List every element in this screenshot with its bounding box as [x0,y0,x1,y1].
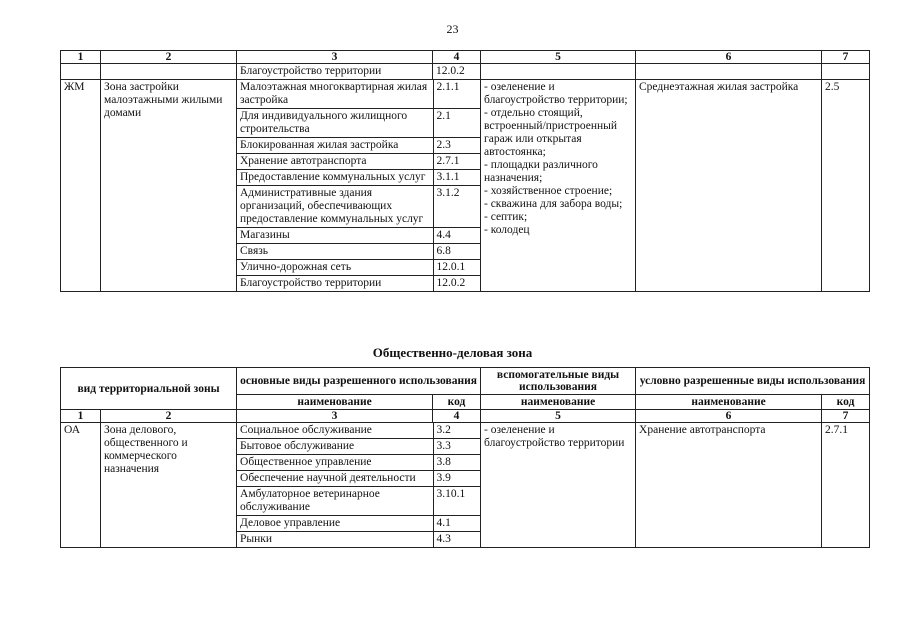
subheader-code: код [433,395,481,410]
header-zone-type: вид территориальной зоны [61,368,237,410]
col-num-6: 6 [636,410,822,423]
zone-name: Зона застройки малоэтажными жилыми домами [101,80,237,292]
use-name: Для индивидуального жилищного строительства [237,109,433,138]
table-row [61,64,870,80]
use-name: Благоустройство территории [237,64,433,80]
header-conditional: условно разрешенные виды использования [636,368,870,395]
column-numbers-row [61,51,870,64]
col-num-2: 2 [101,410,237,423]
zone-name: Зона делового, общественного и коммерческого назначения [101,423,237,548]
use-name: Благоустройство территории [237,276,433,292]
use-code: 2.7.1 [433,154,481,170]
main-uses-cell [237,423,481,548]
use-name: Связь [237,244,433,260]
use-code: 3.9 [433,471,481,487]
header-row [61,368,870,395]
list-item [237,516,481,532]
business-zone-table [60,367,870,548]
use-name: Обеспечение научной деятельности [237,471,433,487]
conditional-use-code: 2.5 [822,80,870,292]
page-number: 23 [446,22,459,36]
use-code: 12.0.2 [433,276,481,292]
use-code: 6.8 [433,244,481,260]
list-item [237,80,481,109]
list-item [237,228,481,244]
col-num-3: 3 [237,410,433,423]
col-num-7: 7 [822,51,870,64]
list-item [237,109,481,138]
residential-zone-table [60,50,870,292]
list-item [237,154,481,170]
header-main-uses: основные виды разрешенного использования [237,368,481,395]
list-item [237,439,481,455]
use-name: Хранение автотранспорта [237,154,433,170]
main-uses-list [237,80,481,291]
use-code: 2.1 [433,109,481,138]
use-code: 12.0.2 [433,64,481,80]
column-numbers-row [61,410,870,423]
col-num-7: 7 [822,410,870,423]
list-item [237,532,481,548]
subheader-name: наименование [636,395,822,410]
col-num-5: 5 [481,51,636,64]
zone-row [61,80,870,292]
use-code: 4.4 [433,228,481,244]
list-item [237,487,481,516]
use-code: 2.1.1 [433,80,481,109]
use-name: Административные здания организаций, обеспечивающих предоставление коммунальных услуг [237,186,433,228]
auxiliary-uses: - озеленение и благоустройство территории; - отдельно стоящий, встроенный/пристроенный гараж или открытая автостоянка; - площадки различного назначения; - хозяйственное строение; - скважина для забора воды; - септик; - колодец [481,80,636,292]
conditional-use-name: Среднеэтажная жилая застройка [636,80,822,292]
empty-cell [61,64,101,80]
use-code: 3.3 [433,439,481,455]
empty-cell [636,64,822,80]
use-name: Рынки [237,532,433,548]
use-code: 3.10.1 [433,487,481,516]
list-item [237,186,481,228]
use-code: 2.3 [433,138,481,154]
auxiliary-uses: - озеленение и благоустройство территории [481,423,636,548]
empty-cell [822,64,870,80]
subheader-name: наименование [237,395,433,410]
use-code: 3.1.2 [433,186,481,228]
use-name: Предоставление коммунальных услуг [237,170,433,186]
use-code: 3.1.1 [433,170,481,186]
list-item [237,260,481,276]
list-item [237,244,481,260]
empty-cell [481,64,636,80]
use-code: 3.8 [433,455,481,471]
use-name: Бытовое обслуживание [237,439,433,455]
zone-row [61,423,870,548]
use-name: Социальное обслуживание [237,423,433,439]
list-item [237,455,481,471]
use-name: Улично-дорожная сеть [237,260,433,276]
col-num-5: 5 [481,410,636,423]
col-num-6: 6 [636,51,822,64]
subheader-name: наименование [481,395,636,410]
use-name: Блокированная жилая застройка [237,138,433,154]
col-num-2: 2 [101,51,237,64]
list-item [237,423,481,439]
list-item [237,471,481,487]
use-name: Малоэтажная многоквартирная жилая застройка [237,80,433,109]
col-num-4: 4 [433,410,481,423]
use-name: Общественное управление [237,455,433,471]
use-name: Амбулаторное ветеринарное обслуживание [237,487,433,516]
use-code: 4.1 [433,516,481,532]
main-uses-list [237,423,481,547]
conditional-use-name: Хранение автотранспорта [636,423,822,548]
zone-code: ЖМ [61,80,101,292]
subheader-code: код [822,395,870,410]
header-auxiliary: вспомогательные виды использования [481,368,636,395]
use-code: 3.2 [433,423,481,439]
use-code: 4.3 [433,532,481,548]
main-uses-cell [237,80,481,292]
col-num-1: 1 [61,410,101,423]
col-num-4: 4 [433,51,481,64]
zone-code: ОА [61,423,101,548]
list-item [237,170,481,186]
empty-cell [101,64,237,80]
use-name: Магазины [237,228,433,244]
use-name: Деловое управление [237,516,433,532]
list-item [237,276,481,292]
col-num-3: 3 [237,51,433,64]
list-item [237,138,481,154]
conditional-use-code: 2.7.1 [822,423,870,548]
section-title: Общественно-деловая зона [372,345,533,360]
use-code: 12.0.1 [433,260,481,276]
col-num-1: 1 [61,51,101,64]
